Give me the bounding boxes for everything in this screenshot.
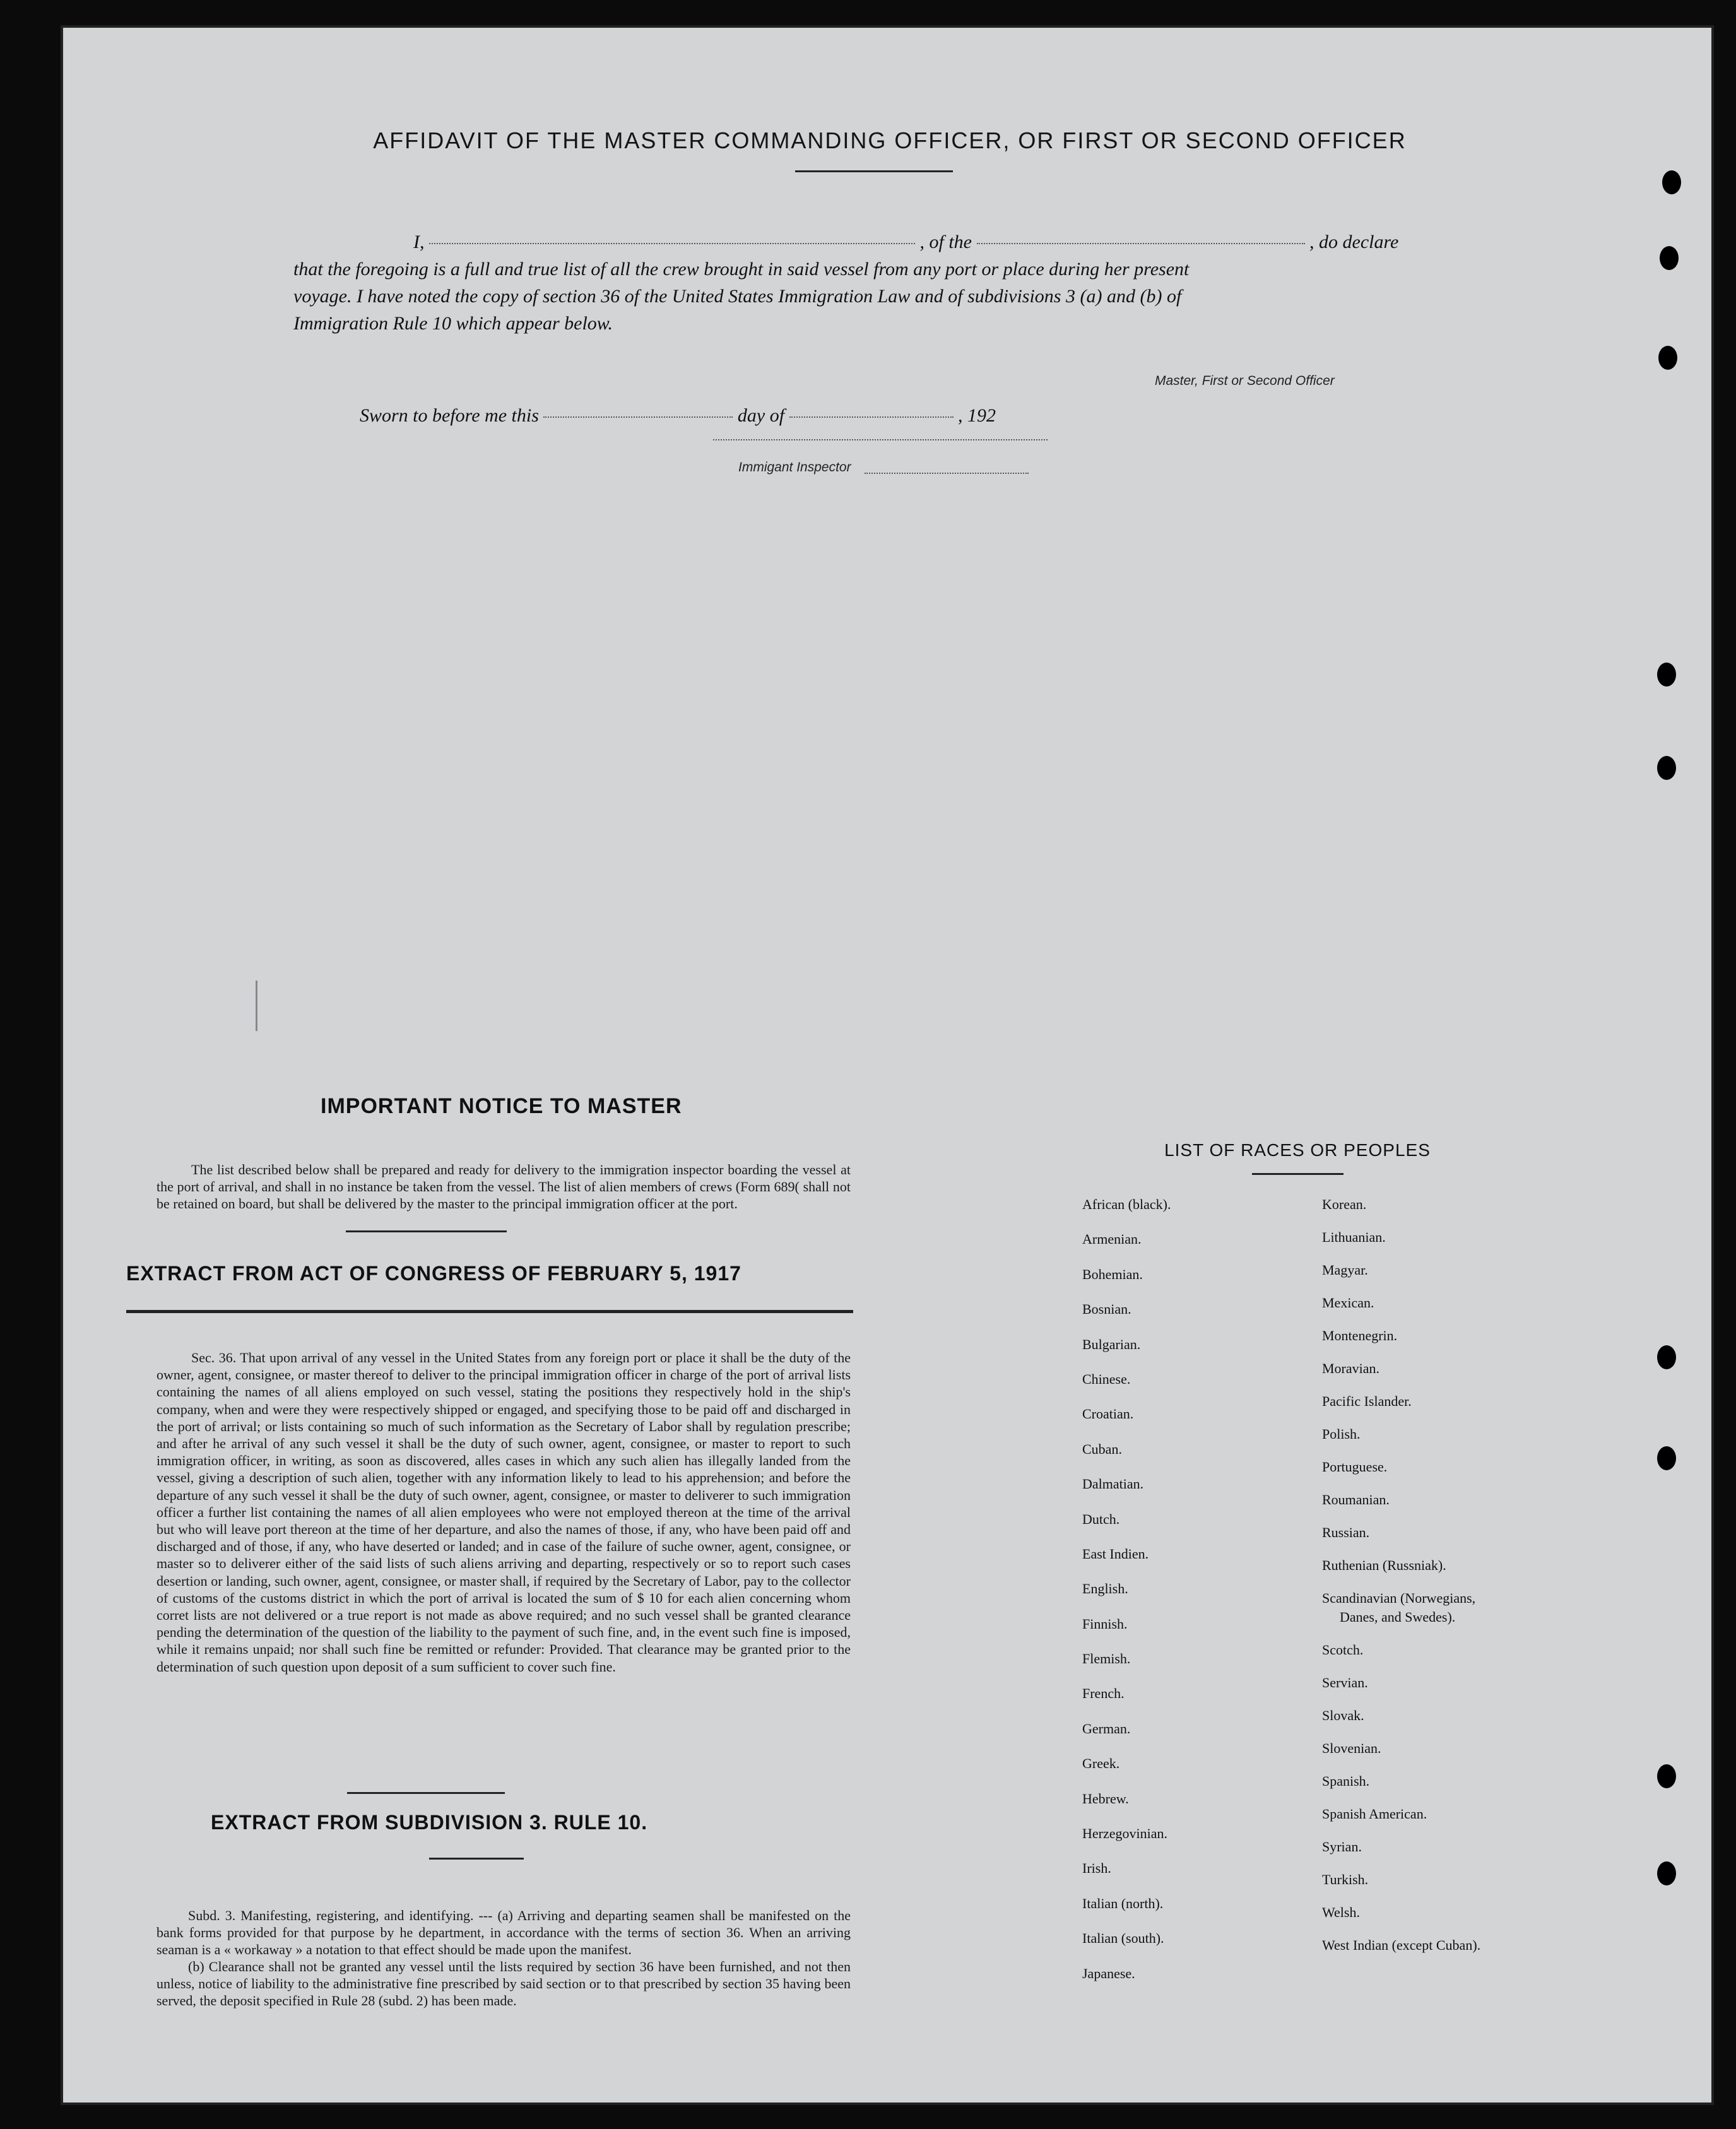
race-item: Flemish. bbox=[1082, 1651, 1131, 1667]
sworn-year: , 192 bbox=[958, 405, 996, 426]
race-item: Italian (south). bbox=[1082, 1930, 1164, 1947]
race-item: Moravian. bbox=[1322, 1360, 1380, 1376]
affidavit-line-1 bbox=[293, 228, 1420, 256]
binder-hole bbox=[1657, 1861, 1676, 1885]
master-signature-label: Master, First or Second Officer bbox=[1155, 374, 1335, 388]
race-item: Syrian. bbox=[1322, 1839, 1362, 1855]
rule-paragraph-a: Subd. 3. Manifesting, registering, and identifying. --- (a) Arriving and departing seamen shall be manifested on the bank forms provided for that purpose by he department, in accordance with the terms of section 36. When an arriving seaman is a « workaway » a notation to that effect should be made upon the manifest. bbox=[156, 1908, 851, 1957]
notice-text: The list described below shall be prepared and ready for delivery to the immigration inspector boarding the vessel at the port of arrival, and shall in no instance be taken from the vessel. The list of alien members of crews (Form 689( shall not be retained on board, but shall be delivered by the master to the principal immigration officer at the port. bbox=[156, 1162, 851, 1212]
race-item: Magyar. bbox=[1322, 1262, 1368, 1278]
rule-text bbox=[156, 1907, 851, 2009]
race-item: Ruthenian (Russniak). bbox=[1322, 1557, 1446, 1573]
race-item: Turkish. bbox=[1322, 1872, 1369, 1887]
race-item: Irish. bbox=[1082, 1860, 1111, 1877]
rule-title-rule bbox=[429, 1858, 524, 1860]
affidavit-line-2: that the foregoing is a full and true list of all the crew brought in said vessel from any port or place during her present bbox=[293, 259, 1190, 280]
race-item: Roumanian. bbox=[1322, 1492, 1390, 1507]
race-item: Pacific Islander. bbox=[1322, 1393, 1412, 1409]
scan-mark-left bbox=[256, 981, 257, 1031]
act-title-rule bbox=[126, 1310, 853, 1313]
races-title: LIST OF RACES OR PEOPLES bbox=[1164, 1140, 1431, 1160]
race-item: Scotch. bbox=[1322, 1642, 1364, 1658]
race-item: Greek. bbox=[1082, 1755, 1120, 1772]
sworn-line bbox=[360, 405, 996, 427]
notice-rule bbox=[346, 1230, 507, 1232]
race-item: Herzegovinian. bbox=[1082, 1825, 1167, 1842]
race-item: Lithuanian. bbox=[1322, 1229, 1386, 1245]
race-item: West Indian (except Cuban). bbox=[1322, 1937, 1481, 1953]
binder-hole bbox=[1657, 663, 1676, 687]
rule-title: EXTRACT FROM SUBDIVISION 3. RULE 10. bbox=[211, 1811, 648, 1834]
binder-hole bbox=[1658, 346, 1677, 370]
race-item: Mexican. bbox=[1322, 1295, 1374, 1311]
race-item: Dutch. bbox=[1082, 1511, 1120, 1527]
race-item: Portuguese. bbox=[1322, 1459, 1388, 1475]
race-item: Korean. bbox=[1322, 1196, 1367, 1212]
inspector-label-line bbox=[865, 473, 1029, 474]
binder-hole bbox=[1657, 1345, 1676, 1369]
binder-hole bbox=[1657, 756, 1676, 780]
race-item: East Indien. bbox=[1082, 1545, 1149, 1562]
race-item: Finnish. bbox=[1082, 1615, 1128, 1632]
affidavit-do-declare: , do declare bbox=[1309, 232, 1399, 252]
binder-hole bbox=[1662, 170, 1681, 194]
affidavit-line-4: Immigration Rule 10 which appear below. bbox=[293, 313, 613, 334]
race-item: Bosnian. bbox=[1082, 1301, 1131, 1318]
race-item: Bohemian. bbox=[1082, 1266, 1143, 1282]
affidavit-title: AFFIDAVIT OF THE MASTER COMMANDING OFFICER, OR FIRST OR SECOND OFFICER bbox=[373, 127, 1407, 153]
race-item: Armenian. bbox=[1082, 1231, 1142, 1247]
race-item: African (black). bbox=[1082, 1196, 1171, 1212]
name-field-line[interactable] bbox=[429, 243, 915, 244]
race-item: Cuban. bbox=[1082, 1441, 1122, 1457]
races-title-rule bbox=[1252, 1173, 1343, 1175]
race-item: Hebrew. bbox=[1082, 1790, 1129, 1807]
affidavit-line-3: voyage. I have noted the copy of section 36 of the United States Immigration Law and of subdivisions 3 (a) and (b) of bbox=[293, 286, 1182, 307]
race-item: Russian. bbox=[1322, 1525, 1370, 1540]
race-item: Spanish. bbox=[1322, 1773, 1370, 1789]
race-item: Chinese. bbox=[1082, 1371, 1131, 1387]
affidavit-title-rule bbox=[795, 170, 953, 172]
sworn-day-of: day of bbox=[737, 405, 785, 426]
race-item: Spanish American. bbox=[1322, 1806, 1427, 1822]
sworn-month-field[interactable] bbox=[789, 416, 954, 418]
act-rule bbox=[347, 1792, 505, 1794]
race-item: Scandinavian (Norwegians, bbox=[1322, 1590, 1476, 1606]
race-item: Dalmatian. bbox=[1082, 1476, 1144, 1492]
affidavit-of-the: , of the bbox=[919, 232, 972, 252]
affidavit-i: I, bbox=[413, 232, 425, 252]
binder-hole bbox=[1660, 246, 1679, 270]
sworn-text: Sworn to before me this bbox=[360, 405, 539, 426]
act-text: Sec. 36. That upon arrival of any vessel in the United States from any foreign port or place it shall be the duty of the owner, agent, consignee, or master thereof to deliver to the principal immigration officer in charge of the port of arrival lists containing the names of all aliens employed on such vessel, stating the positions they respectively hold in the ship's company, when and were they were respectively shipped or engaged, and specifying those to be paid off and discharged in the port of arrival; or lists containing so much of such information as the Secretary of Labor shall by regulation prescribe; and after he arrival of any such vessel it shall be the duty of such owner, agent, consignee, or master to report to such immigration officer, in writing, as soon as discovered, alles cases in which any such alien has illegally landed from the vessel, giving a description of such alien, together with any information likely to lead to his apprehension; and before the departure of any such vessel it shall be the duty of such owner, agent, consignee, or master to deliverer to such immigration officer a further list containing the names of all alien employees who were not employed thereon at the time of the arrival but who will leave port thereon at the time of her departure, and also the names of those, if any, who have been paid off and discharged and of those, if any, who have deserted or landed; and in case of the failure of suche owner, agent, consignee, or master so to deliverer either of the said lists of such aliens arriving and departing, respectively or so to report such cases desertion or landing, such owner, agent, consignee, or master shall, if required by the Secretary of Labor, pay to the collector of customs of the customs district in which the port of arrival is located the sum of $ 10 for each alien concerning whom corret lists are not delivered or a true report is not made as above required; and no such vessel shall be granted clearance pending the determination of the question of the liability to the payment of such fine, and, in the event such fine is imposed, while it remains unpaid; nor shall such fine be remitted or refunder: Provided. That clearance may be granted prior to the determination of such question upon deposit of a sum sufficient to cover such fine. bbox=[156, 1350, 851, 1675]
race-item: German. bbox=[1082, 1720, 1131, 1737]
inspector-label: Immigant Inspector bbox=[738, 460, 851, 475]
race-item: Japanese. bbox=[1082, 1965, 1135, 1981]
vessel-field-line[interactable] bbox=[977, 243, 1305, 244]
inspector-signature-line[interactable] bbox=[713, 439, 1048, 440]
races-right-column bbox=[1322, 1196, 1480, 1970]
race-item: English. bbox=[1082, 1581, 1128, 1597]
sworn-date-field[interactable] bbox=[543, 416, 733, 418]
race-item: Danes, and Swedes). bbox=[1340, 1609, 1456, 1625]
race-item: Italian (north). bbox=[1082, 1895, 1164, 1911]
race-item: Polish. bbox=[1322, 1426, 1361, 1442]
race-item: Croatian. bbox=[1082, 1406, 1134, 1422]
act-title: EXTRACT FROM ACT OF CONGRESS OF FEBRUARY 5, 1917 bbox=[126, 1262, 741, 1285]
document-sheet bbox=[61, 25, 1714, 2105]
race-item: Welsh. bbox=[1322, 1904, 1360, 1920]
notice-title: IMPORTANT NOTICE TO MASTER bbox=[321, 1094, 682, 1118]
races-left-column bbox=[1082, 1196, 1171, 2000]
race-item: Bulgarian. bbox=[1082, 1336, 1141, 1352]
binder-hole bbox=[1657, 1446, 1676, 1470]
binder-hole bbox=[1657, 1764, 1676, 1788]
race-item: Slovenian. bbox=[1322, 1740, 1381, 1756]
race-item: Servian. bbox=[1322, 1675, 1368, 1690]
race-item: French. bbox=[1082, 1685, 1125, 1702]
affidavit-body bbox=[293, 228, 1420, 337]
race-item: Montenegrin. bbox=[1322, 1328, 1398, 1343]
rule-paragraph-b: (b) Clearance shall not be granted any vessel until the lists required by section 36 have been furnished, and not then unless, notice of liability to the administrative fine prescribed by said section or to that prescribed by section 35 having been served, the deposit specified in Rule 28 (subd. 2) has been made. bbox=[156, 1959, 851, 2008]
race-item: Slovak. bbox=[1322, 1707, 1364, 1723]
